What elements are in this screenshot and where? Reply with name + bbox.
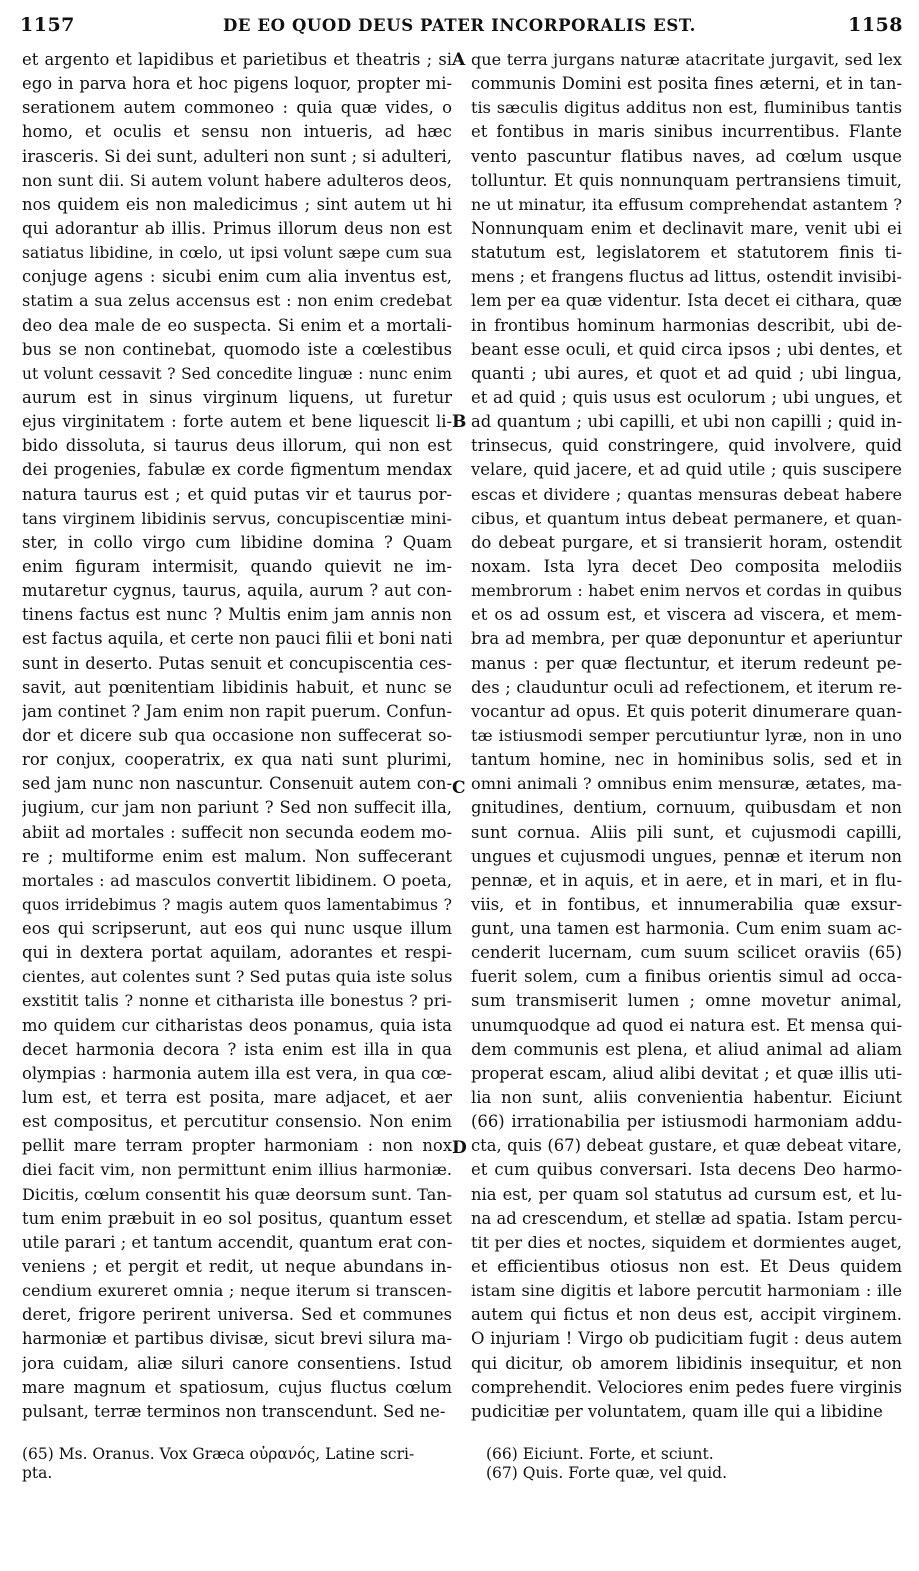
- text-line: decet harmonia decora ? ista enim est illa in qua: [22, 1039, 452, 1059]
- text-line: quos irridebimus ? magis autem quos lamentabimus ?: [22, 895, 452, 914]
- section-marker-c: C: [452, 778, 466, 798]
- text-line: cta, quis (67) debeat gustare, et quæ debeat vitare,: [471, 1136, 902, 1156]
- text-line: bido dissoluta, si taurus deus illorum, qui non est: [22, 436, 452, 456]
- text-line: dei progenies, fabulæ ex corde figmentum mendax: [22, 460, 452, 480]
- text-line: eos qui scripserunt, aut eos qui nunc usque illum: [22, 919, 452, 939]
- text-line: lia non sunt, aliis convenientia habentur. Eiciunt: [471, 1088, 902, 1108]
- text-line: velare, quid jacere, et ad quid utile ; quis suscipere: [471, 460, 902, 480]
- page-number-left: 1157: [20, 14, 75, 36]
- text-line: jora cuidam, aliæ siluri canore consentiens. Istud: [22, 1353, 452, 1373]
- text-line: et fontibus in maris sinibus incurrentibus. Flante: [471, 122, 902, 142]
- text-line: et ad quid ; quis usus est oculorum ; ubi ungues, et: [471, 387, 902, 407]
- text-line: tinens factus est nunc ? Multis enim jam annis non: [22, 605, 452, 625]
- text-line: que terra jurgans naturæ atacritate jurgavit, sed lex: [471, 50, 902, 69]
- text-line: tantum homine, nec in hominibus solis, sed et in: [471, 750, 902, 770]
- text-line: sum transmiserit lumen ; omne movetur animal,: [471, 991, 902, 1011]
- footnote-line: (66) Eiciunt. Forte, et sciunt.: [486, 1445, 714, 1463]
- text-line: ror conjux, cooperatrix, ex qua nati sunt plurimi,: [22, 750, 452, 770]
- footnotes-left: [22, 1445, 452, 1483]
- text-line: bra ad membra, per quæ deponuntur et aperiuntur: [471, 629, 902, 649]
- text-line: ego in parva hora et hoc pigens loquor, propter mi-: [22, 74, 452, 94]
- text-line: Dicitis, cœlum consentit his quæ deorsum sunt. Tan-: [22, 1184, 452, 1204]
- text-line: statutum est, legislatorem et statutorem finis ti-: [471, 243, 902, 263]
- text-line: vocantur ad opus. Et quis poterit dinumerare quan-: [471, 701, 902, 721]
- footnotes-right: [486, 1445, 896, 1483]
- text-line: pennæ, et in aquis, et in aere, et in mari, et in flu-: [471, 870, 902, 890]
- text-line: manus : per quæ flectuntur, et iterum redeunt pe-: [471, 653, 902, 673]
- right-column: [471, 48, 902, 1424]
- text-line: membrorum : habet enim nervos et cordas in quibus: [471, 581, 902, 601]
- text-line: pudicitiæ per voluntatem, quam ille qui a libidine: [471, 1401, 883, 1421]
- footnote-line: (67) Quis. Forte quæ, vel quid.: [486, 1464, 728, 1482]
- text-line: tolluntur. Et quis nonnunquam pertransiens timuit,: [471, 170, 902, 190]
- text-line: diei facit vim, non permittunt enim illius harmoniæ.: [22, 1160, 452, 1180]
- text-line: et cum quibus conversari. Ista decens Deo harmo-: [471, 1160, 902, 1180]
- text-line: utile parari ; et tantum accendit, quantum erat con-: [22, 1232, 452, 1252]
- text-line: et argento et lapidibus et parietibus et theatris ; si: [22, 50, 452, 69]
- text-line: irasceris. Si dei sunt, adulteri non sunt ; si adulteri,: [22, 146, 452, 166]
- footnote-line: pta.: [22, 1464, 53, 1482]
- text-line: nos quidem eis non maledicimus ; sint autem ut hi: [22, 194, 452, 214]
- text-line: lem per ea quæ videntur. Ista decet ei cithara, quæ: [471, 291, 902, 311]
- text-line: mens ; et frangens fluctus ad littus, ostendit invisibi-: [471, 267, 902, 287]
- text-line: sunt cornua. Aliis pili sunt, et cujusmodi capilli,: [471, 822, 902, 842]
- text-line: cenderit lucernam, cum suum scilicet oraviis (65): [471, 943, 902, 963]
- text-line: statim a sua zelus accensus est : non enim credebat: [22, 291, 452, 311]
- section-marker-b: B: [452, 412, 467, 432]
- text-line: ejus virginitatem : forte autem et bene liquescit li-: [22, 412, 452, 432]
- text-line: ne ut minatur, ita effusum comprehendat astantem ?: [471, 194, 902, 214]
- text-line: savit, aut pœnitentiam libidinis habuit, et nunc se: [22, 677, 452, 697]
- text-line: dem communis est plena, et aliud animal ad aliam: [471, 1039, 902, 1059]
- text-line: mutaretur cygnus, taurus, aquila, aurum ? aut con-: [22, 581, 452, 601]
- text-line: natura taurus est ; et quid putas vir et taurus por-: [22, 484, 452, 504]
- text-line: na ad crescendum, et stellæ ad spatia. Istam percu-: [471, 1208, 902, 1228]
- text-line: ungues et cujusmodi ungues, pennæ et iterum non: [471, 846, 902, 866]
- section-marker-a: A: [452, 50, 466, 70]
- text-line: pulsant, terræ terminos non transcendunt. Sed ne-: [22, 1401, 446, 1421]
- text-line: Nonnunquam enim et declinavit mare, venit ubi ei: [471, 218, 902, 238]
- text-line: tans virginem libidinis servus, concupiscentiæ mini-: [22, 508, 452, 528]
- text-line: istam sine digitis et labore percutit harmoniam : ille: [471, 1281, 902, 1301]
- text-line: viis, et in fontibus, et innumerabilia quæ exsur-: [471, 894, 902, 914]
- text-line: jam continet ? Jam enim non rapit puerum. Confun-: [22, 701, 452, 721]
- text-line: est compositus, et percutitur consensio. Non enim: [22, 1112, 452, 1132]
- text-line: comprehendit. Velociores enim pedes fuere virginis: [471, 1377, 902, 1397]
- text-line: communis Domini est posita fines æterni, et in tan-: [471, 74, 902, 94]
- text-line: satiatus libidine, in cœlo, ut ipsi volunt sæpe cum sua: [22, 244, 452, 263]
- text-line: gnitudines, dentium, cornuum, quibusdam et non: [471, 798, 902, 818]
- text-line: unumquodque ad quod ei natura est. Et mensa qui-: [471, 1015, 902, 1035]
- text-line: est factus aquila, et certe non pauci filii et boni nati: [22, 629, 452, 649]
- text-line: veniens ; et pergit et redit, ut neque abundans in-: [22, 1257, 452, 1277]
- text-line: sunt in deserto. Putas senuit et concupiscentia ces-: [22, 653, 452, 673]
- text-line: cendium exureret omnia ; neque iterum si transcen-: [22, 1281, 452, 1301]
- text-line: tit per dies et noctes, siquidem et dormientes auget,: [471, 1232, 902, 1252]
- text-line: (66) irrationabilia per istiusmodi harmoniam addu-: [471, 1112, 902, 1132]
- text-line: qui in dextera portat aquilam, adorantes et respi-: [22, 943, 452, 963]
- text-line: O injuriam ! Virgo ob pudicitiam fugit : deus autem: [471, 1329, 902, 1349]
- text-line: ut volunt cessavit ? Sed concedite linguæ : nunc enim: [22, 364, 452, 383]
- text-line: ad quantum ; ubi capilli, et ubi non capilli ; quid in-: [471, 412, 902, 432]
- text-line: trinsecus, quid constringere, quid involvere, quid: [471, 436, 902, 456]
- text-line: autem qui fictus et non deus est, accipit virginem.: [471, 1305, 902, 1325]
- text-line: aurum est in sinus virginum liquens, ut furetur: [22, 387, 452, 407]
- text-line: qui adorantur ab illis. Primus illorum deus non est: [22, 218, 452, 238]
- running-header: [16, 14, 903, 44]
- text-line: deo dea male de eo suspecta. Si enim et a mortali-: [22, 315, 452, 335]
- section-marker-d: D: [452, 1138, 467, 1158]
- text-line: vento pascuntur flatibus naves, ad cœlum usque: [471, 146, 902, 166]
- running-title: DE EO QUOD DEUS PATER INCORPORALIS EST.: [223, 16, 696, 35]
- page-number-right: 1158: [848, 14, 903, 36]
- text-line: et efficientibus otiosus non est. Et Deus quidem: [471, 1257, 902, 1277]
- text-line: mortales : ad masculos convertit libidinem. O poeta,: [22, 870, 452, 890]
- text-line: do debeat purgare, et si transierit horam, ostendit: [471, 532, 902, 552]
- text-line: mo quidem cur citharistas deos ponamus, quia ista: [22, 1015, 452, 1035]
- text-line: gunt, una tamen est harmonia. Cum enim suam ac-: [471, 919, 902, 939]
- text-line: nia est, per quam sol statutus ad cursum est, et lu-: [471, 1184, 902, 1204]
- text-line: serationem autem commoneo : quia quæ vides, o: [22, 98, 452, 118]
- text-line: homo, et oculis et sensu non intueris, ad hæc: [22, 122, 452, 142]
- text-line: pellit mare terram propter harmoniam : non nox: [22, 1136, 452, 1156]
- footnote-line: (65) Ms. Oranus. Vox Græca οὐρανός, Latine scri-: [22, 1445, 415, 1463]
- text-line: qui dicitur, ob amorem libidinis insequitur, et non: [471, 1353, 902, 1373]
- text-line: fuerit solem, cum a finibus orientis simul ad occa-: [471, 967, 902, 987]
- text-line: tæ istiusmodi semper percutiuntur lyræ, non in uno: [471, 725, 902, 745]
- text-line: abiit ad mortales : suffecit non secunda eodem mo-: [22, 822, 452, 842]
- text-line: cibus, et quantum intus debeat permanere, et quan-: [471, 508, 902, 528]
- text-line: et os ad ossum est, et viscera ad viscera, et mem-: [471, 605, 902, 625]
- text-line: beant esse oculi, et quid circa ipsos ; ubi dentes, et: [471, 339, 902, 359]
- left-column: [22, 48, 452, 1424]
- text-line: re ; multiforme enim est malum. Non suffecerant: [22, 846, 452, 866]
- text-line: tum enim præbuit in eo sol positus, quantum esset: [22, 1208, 452, 1228]
- text-line: exstitit talis ? nonne et citharista ille bonestus ? pri-: [22, 991, 452, 1011]
- text-line: in frontibus hominum harmonias describit, ubi de-: [471, 315, 902, 335]
- text-line: mare magnum et spatiosum, cujus fluctus cœlum: [22, 1377, 452, 1397]
- text-line: non sunt dii. Si autem volunt habere adulteros deos,: [22, 170, 452, 190]
- text-line: sed jam nunc non nascuntur. Consenuit autem con-: [22, 774, 452, 794]
- text-line: conjuge agens : sicubi enim cum alia inventus est,: [22, 267, 452, 287]
- text-line: escas et dividere ; quantas mensuras debeat habere: [471, 484, 902, 504]
- text-line: des ; clauduntur oculi ad refectionem, et iterum re-: [471, 677, 902, 697]
- text-line: bus se non continebat, quomodo iste a cœlestibus: [22, 339, 452, 359]
- text-line: noxam. Ista lyra decet Deo composita melodiis: [471, 556, 902, 576]
- text-line: deret, frigore perirent universa. Sed et communes: [22, 1305, 452, 1325]
- text-line: jugium, cur jam non pariunt ? Sed non suffecit illa,: [22, 798, 452, 818]
- text-line: enim figuram intermisit, quando quievit ne im-: [22, 556, 452, 576]
- text-line: tis sæculis digitus additus non est, fluminibus tantis: [471, 98, 902, 118]
- text-line: quanti ; ubi aures, et quot et ad quid ; ubi lingua,: [471, 363, 902, 383]
- text-line: ster, in collo virgo cum libidine domina ? Quam: [22, 532, 452, 552]
- text-line: lum est, et terra est posita, mare adjacet, et aer: [22, 1088, 452, 1108]
- text-line: olympias : harmonia autem illa est vera, in qua cœ-: [22, 1063, 452, 1083]
- text-line: omni animali ? omnibus enim mensuræ, ætates, ma-: [471, 774, 902, 794]
- text-line: cientes, aut colentes sunt ? Sed putas quia iste solus: [22, 967, 452, 987]
- text-line: dor et dicere sub qua occasione non suffecerat so-: [22, 725, 452, 745]
- text-line: harmoniæ et partibus divisæ, sicut brevi silura ma-: [22, 1329, 452, 1349]
- text-line: properat escam, aliud alibi devitat ; et quæ illis uti-: [471, 1063, 902, 1083]
